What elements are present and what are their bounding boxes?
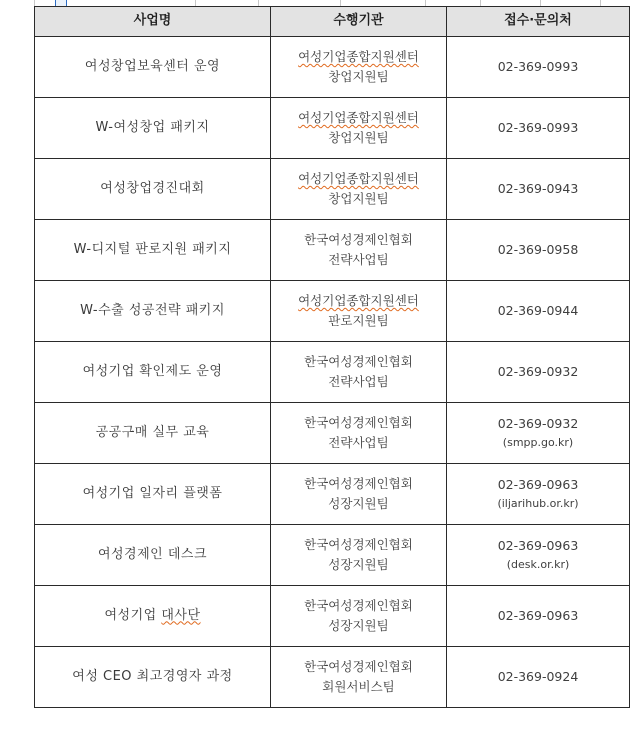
- table-row: [35, 525, 630, 586]
- contact-cell: [447, 281, 630, 342]
- agency-cell: [271, 98, 447, 159]
- phone-number: 02-369-0963: [497, 608, 579, 623]
- agency-team: 성장지원팀: [328, 618, 389, 633]
- phone-number: 02-369-0943: [497, 181, 579, 196]
- contact-cell: [447, 403, 630, 464]
- contact-cell: [447, 159, 630, 220]
- program-contact-table: [34, 6, 630, 708]
- program-name-cell: 여성기업 일자리 플랫폼: [35, 464, 271, 525]
- agency-cell: [271, 159, 447, 220]
- agency-name: 여성기업종합지원센터: [298, 110, 419, 125]
- contact-cell: [447, 37, 630, 98]
- agency-team: 창업지원팀: [328, 191, 389, 206]
- agency-team: 전략사업팀: [328, 374, 389, 389]
- agency-name: 한국여성경제인협회: [304, 537, 413, 552]
- header-agency: 수행기관: [271, 7, 447, 37]
- table-row: [35, 159, 630, 220]
- agency-name: 여성기업종합지원센터: [298, 49, 419, 64]
- phone-number: 02-369-0932: [497, 364, 579, 379]
- agency-name: 한국여성경제인협회: [304, 598, 413, 613]
- agency-cell: [271, 281, 447, 342]
- agency-name: 여성기업종합지원센터: [298, 293, 419, 308]
- website-link[interactable]: (smpp.go.kr): [502, 436, 574, 450]
- program-name-cell: 여성기업 확인제도 운영: [35, 342, 271, 403]
- contact-cell: [447, 220, 630, 281]
- agency-cell: [271, 403, 447, 464]
- agency-team: 전략사업팀: [328, 252, 389, 267]
- program-name-cell: W-수출 성공전략 패키지: [35, 281, 271, 342]
- agency-team: 성장지원팀: [328, 496, 389, 511]
- phone-number: 02-369-0958: [497, 242, 579, 257]
- phone-number: 02-369-0963: [497, 538, 579, 554]
- agency-name: 한국여성경제인협회: [304, 659, 413, 674]
- program-name-cell: 여성 CEO 최고경영자 과정: [35, 647, 271, 708]
- contact-cell: [447, 464, 630, 525]
- agency-team: 전략사업팀: [328, 435, 389, 450]
- phone-number: 02-369-0924: [497, 669, 579, 684]
- program-name-cell: W-디지털 판로지원 패키지: [35, 220, 271, 281]
- agency-name: 한국여성경제인협회: [304, 354, 413, 369]
- contact-cell: [447, 342, 630, 403]
- program-name-cell: 여성창업보육센터 운영: [35, 37, 271, 98]
- table-row: [35, 220, 630, 281]
- agency-cell: [271, 525, 447, 586]
- contact-cell: [447, 98, 630, 159]
- table-row: [35, 403, 630, 464]
- table-row: [35, 98, 630, 159]
- contact-cell: [447, 586, 630, 647]
- website-link[interactable]: (iljarihub.or.kr): [497, 497, 579, 511]
- program-name-cell: W-여성창업 패키지: [35, 98, 271, 159]
- program-name-flagged-word: 대사단: [161, 607, 201, 623]
- header-program-name: 사업명: [35, 7, 271, 37]
- phone-number: 02-369-0932: [497, 416, 579, 432]
- program-name-text: 여성기업: [104, 607, 162, 623]
- agency-name: 여성기업종합지원센터: [298, 171, 419, 186]
- agency-team: 성장지원팀: [328, 557, 389, 572]
- agency-team: 창업지원팀: [328, 130, 389, 145]
- header-contact: 접수·문의처: [447, 7, 630, 37]
- table-row: [35, 37, 630, 98]
- program-name-cell: 여성경제인 데스크: [35, 525, 271, 586]
- contact-cell: [447, 647, 630, 708]
- agency-cell: [271, 342, 447, 403]
- phone-number: 02-369-0993: [497, 120, 579, 135]
- website-link[interactable]: (desk.or.kr): [506, 558, 570, 572]
- contact-cell: [447, 525, 630, 586]
- header-row: [35, 7, 630, 37]
- agency-cell: [271, 220, 447, 281]
- program-name-cell: [35, 586, 271, 647]
- agency-name: 한국여성경제인협회: [304, 415, 413, 430]
- agency-cell: [271, 586, 447, 647]
- program-name-cell: 공공구매 실무 교육: [35, 403, 271, 464]
- agency-cell: [271, 464, 447, 525]
- agency-name: 한국여성경제인협회: [304, 476, 413, 491]
- agency-name: 한국여성경제인협회: [304, 232, 413, 247]
- agency-team: 창업지원팀: [328, 69, 389, 84]
- agency-team: 판로지원팀: [328, 313, 389, 328]
- table-row: [35, 281, 630, 342]
- agency-cell: [271, 647, 447, 708]
- agency-team: 회원서비스팀: [322, 679, 395, 694]
- table-row: [35, 647, 630, 708]
- table-body: [35, 37, 630, 708]
- agency-cell: [271, 37, 447, 98]
- phone-number: 02-369-0963: [497, 477, 579, 493]
- phone-number: 02-369-0944: [497, 303, 579, 318]
- table-row: [35, 342, 630, 403]
- program-name-cell: 여성창업경진대회: [35, 159, 271, 220]
- table-row: [35, 464, 630, 525]
- phone-number: 02-369-0993: [497, 59, 579, 74]
- table-row: [35, 586, 630, 647]
